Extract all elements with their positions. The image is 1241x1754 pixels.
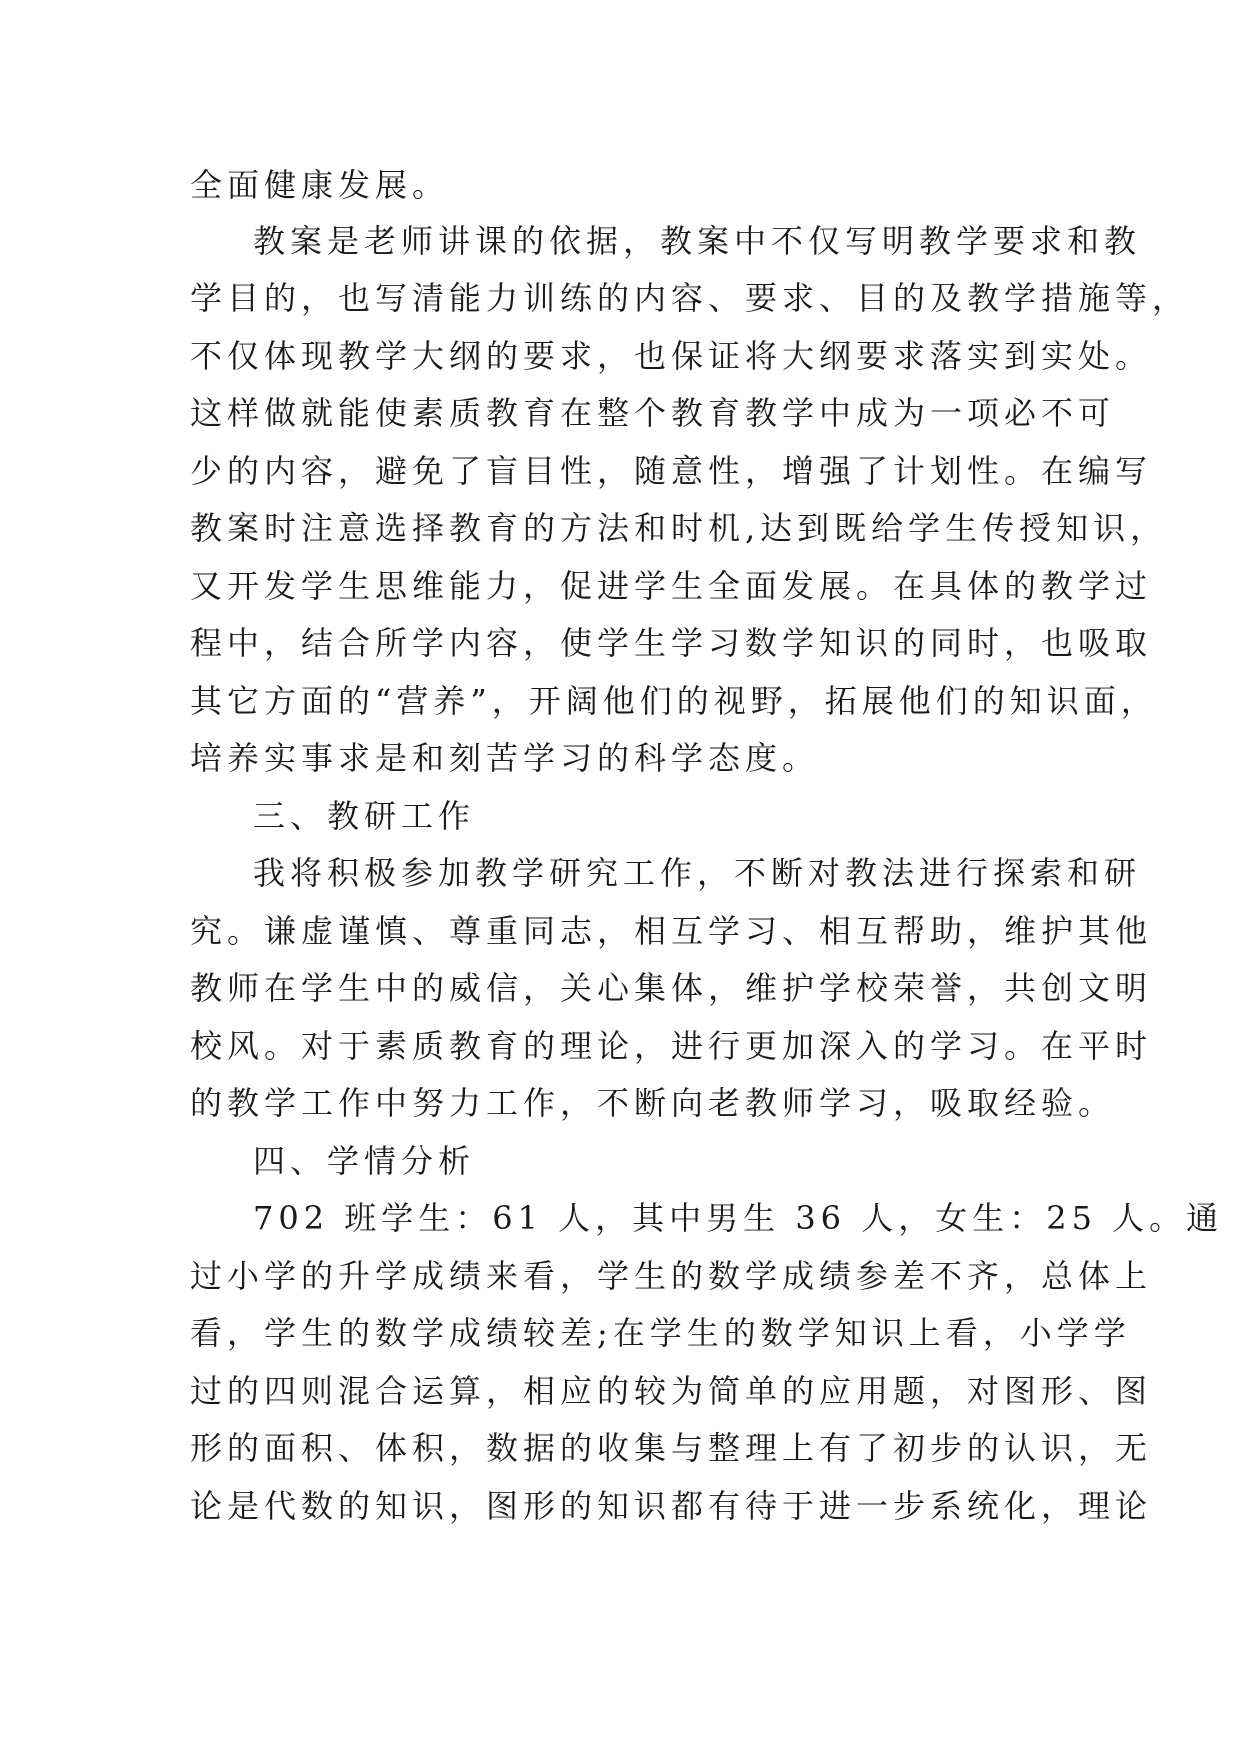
paragraph-line: 的教学工作中努力工作，不断向老教师学习，吸取经验。 <box>190 1084 1116 1122</box>
paragraph-line: 程中，结合所学内容，使学生学习数学知识的同时，也吸取 <box>190 624 1153 662</box>
paragraph-line: 过的四则混合运算，相应的较为简单的应用题，对图形、图 <box>190 1372 1153 1410</box>
paragraph-line: 形的面积、体积，数据的收集与整理上有了初步的认识，无 <box>190 1429 1153 1467</box>
paragraph-line: 教案是老师讲课的依据，教案中不仅写明教学要求和教 <box>253 222 1142 260</box>
paragraph-line: 看，学生的数学成绩较差;在学生的数学知识上看，小学学 <box>190 1314 1131 1352</box>
paragraph-line: 少的内容，避免了盲目性，随意性，增强了计划性。在编写 <box>190 452 1153 490</box>
paragraph-line: 过小学的升学成绩来看，学生的数学成绩参差不齐，总体上 <box>190 1257 1153 1295</box>
paragraph-line: 这样做就能使素质教育在整个教育教学中成为一项必不可 <box>190 394 1116 432</box>
paragraph-line: 其它方面的“营养”，开阔他们的视野，拓展他们的知识面， <box>190 682 1158 720</box>
section-heading: 四、学情分析 <box>253 1142 476 1180</box>
paragraph-line: 又开发学生思维能力，促进学生全面发展。在具体的教学过 <box>190 567 1153 605</box>
paragraph-line: 我将积极参加教学研究工作，不断对教法进行探索和研 <box>253 854 1142 892</box>
section-heading: 三、教研工作 <box>253 797 476 835</box>
paragraph-line: 究。谦虚谨慎、尊重同志，相互学习、相互帮助，维护其他 <box>190 912 1153 950</box>
paragraph-line: 培养实事求是和刻苦学习的科学态度。 <box>190 739 820 777</box>
paragraph-line: 全面健康发展。 <box>190 166 450 204</box>
paragraph-line: 学目的，也写清能力训练的内容、要求、目的及教学措施等， <box>190 279 1190 317</box>
paragraph-line: 教案时注意选择教育的方法和时机,达到既给学生传授知识， <box>190 509 1168 547</box>
paragraph-line: 教师在学生中的威信，关心集体，维护学校荣誉，共创文明 <box>190 969 1153 1007</box>
paragraph-line: 不仅体现教学大纲的要求，也保证将大纲要求落实到实处。 <box>190 337 1153 375</box>
paragraph-line: 校风。对于素质教育的理论，进行更加深入的学习。在平时 <box>190 1027 1153 1065</box>
paragraph-line: 论是代数的知识，图形的知识都有待于进一步系统化，理论 <box>190 1487 1153 1525</box>
paragraph-line: 702 班学生：61 人，其中男生 36 人，女生：25 人。通 <box>253 1199 1224 1237</box>
